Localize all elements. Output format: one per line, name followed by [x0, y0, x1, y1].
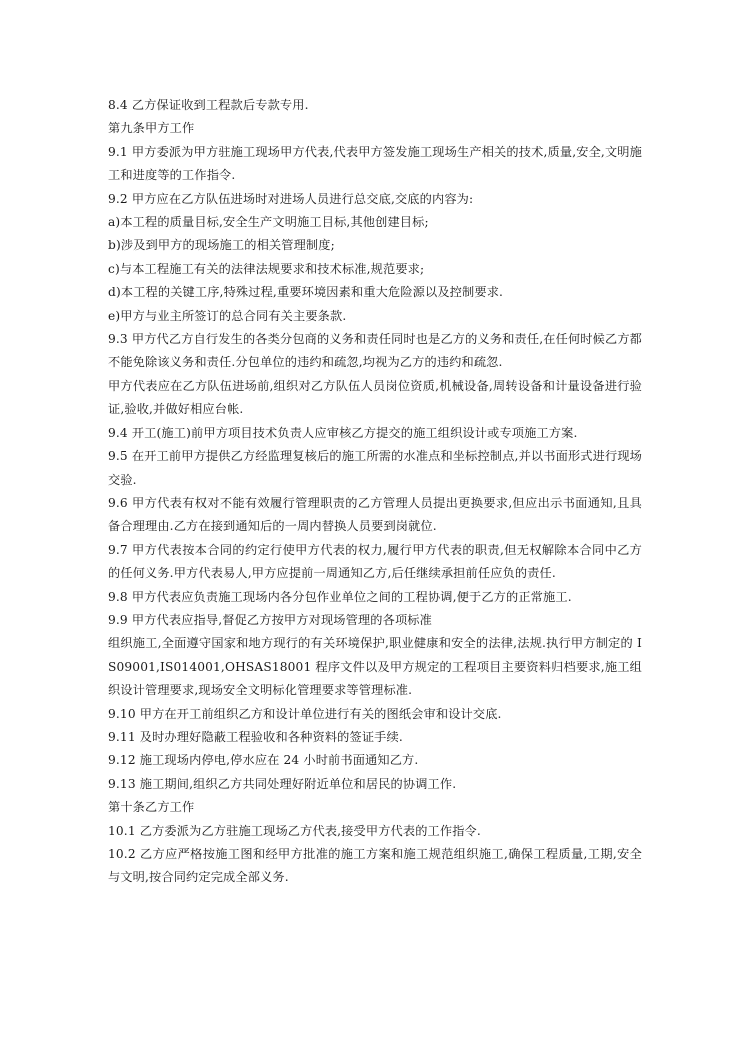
paragraph: 9.3 甲方代乙方自行发生的各类分包商的义务和责任同时也是乙方的义务和责任,在任何时候乙方都不能免除该义务和责任.分包单位的违约和疏忽,均视为乙方的违约和疏忽.	[108, 332, 642, 370]
paragraph: 9.11 及时办理好隐蔽工程验收和各种资料的签证手续.	[108, 729, 403, 744]
paragraph: 组织施工,全面遵守国家和地方现行的有关环境保护,职业健康和安全的法律,法规.执行甲方制定的 IS09001,IS014001,OHSAS18001 程序文件以及甲方规定的工程项目主要资料归档要求,施工组织设计管理要求,现场安全文明标化管理要求等管理标准.	[108, 636, 642, 698]
paragraph: 甲方代表应在乙方队伍进场前,组织对乙方队伍人员岗位资质,机械设备,周转设备和计量设备进行验证,验收,并做好相应台帐.	[108, 378, 642, 417]
paragraph: 10.2 乙方应严格按施工图和经甲方批准的施工方案和施工规范组织施工,确保工程质量,工期,安全与文明,按合同约定完成全部义务.	[108, 847, 642, 885]
section-heading: 第九条甲方工作	[108, 121, 195, 136]
paragraph: 9.10 甲方在开工前组织乙方和设计单位进行有关的图纸会审和设计交底.	[108, 706, 502, 721]
section-heading: 第十条乙方工作	[108, 800, 195, 815]
paragraph: 9.5 在开工前甲方提供乙方经监理复核后的施工所需的水准点和坐标控制点,并以书面形式进行现场交验.	[108, 449, 642, 487]
paragraph: 9.8 甲方代表应负责施工现场内各分包作业单位之间的工程协调,便于乙方的正常施工.	[108, 589, 572, 604]
paragraph: 9.9 甲方代表应指导,督促乙方按甲方对现场管理的各项标准	[108, 612, 432, 627]
paragraph: 9.6 甲方代表有权对不能有效履行管理职责的乙方管理人员提出更换要求,但应出示书面通知,且具备合理理由.乙方在接到通知后的一周内替换人员要到岗就位.	[108, 495, 642, 534]
paragraph: 9.7 甲方代表按本合同的约定行使甲方代表的权力,履行甲方代表的职责,但无权解除本合同中乙方的任何义务.甲方代表易人,甲方应提前一周通知乙方,后任继续承担前任应负的责任.	[108, 542, 642, 581]
paragraph: 9.2 甲方应在乙方队伍进场时对进场人员进行总交底,交底的内容为:	[108, 191, 474, 206]
paragraph: 9.1 甲方委派为甲方驻施工现场甲方代表,代表甲方签发施工现场生产相关的技术,质量,安全,文明施工和进度等的工作指令.	[108, 144, 642, 183]
list-item: a)本工程的质量目标,安全生产文明施工目标,其他创建目标;	[108, 215, 429, 230]
paragraph: 8.4 乙方保证收到工程款后专款专用.	[108, 98, 309, 112]
paragraph: 9.4 开工(施工)前甲方项目技术负责人应审核乙方提交的施工组织设计或专项施工方案.	[108, 425, 578, 440]
list-item: c)与本工程施工有关的法律法规要求和技术标准,规范要求;	[108, 261, 425, 276]
paragraph: 9.12 施工现场内停电,停水应在 24 小时前书面通知乙方.	[108, 753, 419, 768]
list-item: e)甲方与业主所签订的总合同有关主要条款.	[108, 308, 347, 323]
document-body	[108, 94, 642, 890]
paragraph: 10.1 乙方委派为乙方驻施工现场乙方代表,接受甲方代表的工作指令.	[108, 823, 481, 838]
list-item: b)涉及到甲方的现场施工的相关管理制度;	[108, 238, 335, 253]
paragraph: 9.13 施工期间,组织乙方共同处理好附近单位和居民的协调工作.	[108, 776, 457, 791]
list-item: d)本工程的关键工序,特殊过程,重要环境因素和重大危险源以及控制要求.	[108, 285, 504, 300]
